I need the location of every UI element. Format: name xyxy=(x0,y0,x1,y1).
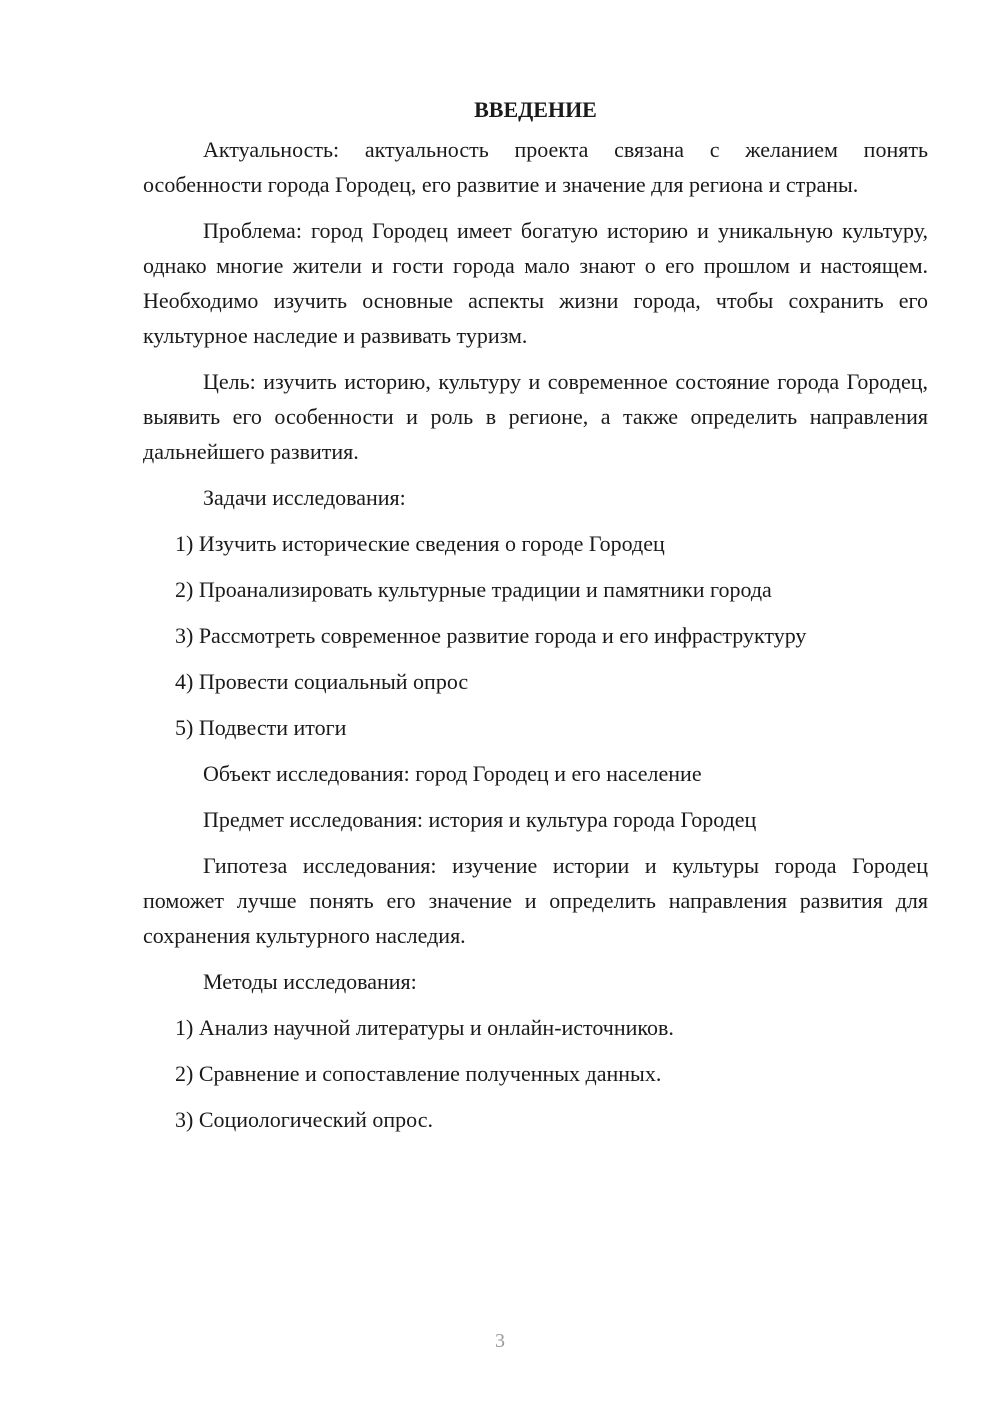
problem-paragraph: Проблема: город Городец имеет богатую историю и уникальную культуру, однако многие жители и гости города мало знают о его прошлом и настоящем. Необходимо изучить основные аспекты жизни города, чтобы сохранить его культурное наследие и развивать туризм. xyxy=(143,218,928,348)
list-item: 5) Подвести итоги xyxy=(175,715,347,740)
tasks-list xyxy=(143,526,928,745)
methods-title: Методы исследования: xyxy=(203,969,417,994)
list-item: 1) Изучить исторические сведения о городе Городец xyxy=(175,531,665,556)
tasks-title: Задачи исследования: xyxy=(203,485,406,510)
page-number: 3 xyxy=(495,1330,505,1352)
page-heading: ВВЕДЕНИЕ xyxy=(474,97,597,122)
list-item: 2) Сравнение и сопоставление полученных данных. xyxy=(175,1061,662,1086)
methods-list xyxy=(143,1010,928,1137)
list-item: 2) Проанализировать культурные традиции и памятники города xyxy=(175,577,772,602)
object-paragraph: Объект исследования: город Городец и его население xyxy=(203,761,702,786)
list-item: 3) Рассмотреть современное развитие города и его инфраструктуру xyxy=(175,623,807,648)
relevance-paragraph: Актуальность: актуальность проекта связана с желанием понять особенности города Городец, его развитие и значение для региона и страны. xyxy=(143,137,928,197)
list-item: 1) Анализ научной литературы и онлайн-источников. xyxy=(175,1015,674,1040)
list-item: 4) Провести социальный опрос xyxy=(175,669,469,694)
page-content xyxy=(143,92,928,1148)
list-item: 3) Социологический опрос. xyxy=(175,1107,433,1132)
hypothesis-paragraph: Гипотеза исследования: изучение истории и культуры города Городец поможет лучше понять его значение и определить направления развития для сохранения культурного наследия. xyxy=(143,853,928,948)
goal-paragraph: Цель: изучить историю, культуру и современное состояние города Городец, выявить его особенности и роль в регионе, а также определить направления дальнейшего развития. xyxy=(143,369,928,464)
subject-paragraph: Предмет исследования: история и культура города Городец xyxy=(203,807,757,832)
